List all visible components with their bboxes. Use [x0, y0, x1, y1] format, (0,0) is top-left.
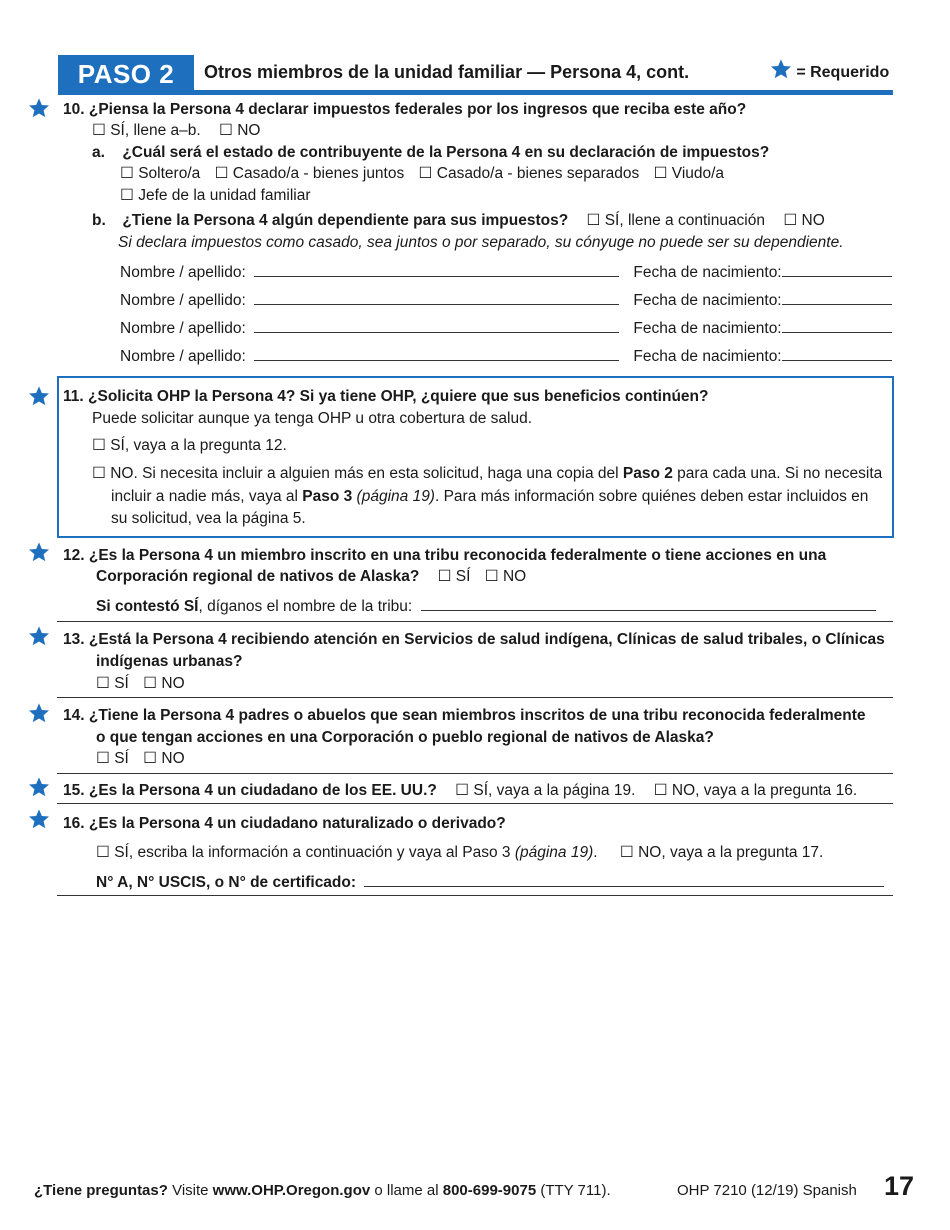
- q16-yes-checkbox[interactable]: [96, 844, 598, 861]
- q14-no-checkbox[interactable]: ☐ NO: [143, 750, 185, 767]
- question-number: 10.: [63, 101, 85, 118]
- name-label: Nombre / apellido:: [120, 292, 246, 309]
- name-field[interactable]: [254, 346, 619, 361]
- q10-yes-checkbox[interactable]: ☐ SÍ, llene a–b.: [92, 122, 201, 139]
- q12-followup: [96, 596, 876, 618]
- question-13-line2: indígenas urbanas?: [96, 653, 243, 670]
- q11-no-text: ☐ NO. Si necesita incluir a alguien más en esta solicitud, haga una copia del: [92, 465, 623, 482]
- dependent-row: [120, 318, 892, 340]
- q10b-no-checkbox[interactable]: ☐ NO: [783, 212, 825, 229]
- q13-yes-checkbox[interactable]: ☐ SÍ: [96, 675, 129, 692]
- dob-field[interactable]: [782, 318, 892, 333]
- dob-label: Fecha de nacimiento:: [633, 348, 782, 365]
- footer-text: Visite: [167, 1182, 213, 1199]
- divider: [57, 803, 893, 804]
- q11-subtext: Puede solicitar aunque ya tenga OHP u otra cobertura de salud.: [92, 410, 533, 427]
- footer-text: o llame al: [370, 1182, 443, 1199]
- divider: [57, 621, 893, 622]
- question-text: Corporación regional de nativos de Alaska?: [96, 568, 420, 585]
- q10-options: [92, 120, 260, 142]
- question-11: [63, 386, 708, 408]
- required-star-icon: [28, 808, 50, 830]
- q10a-options-2: [120, 185, 311, 207]
- q16-options: [96, 842, 823, 864]
- required-legend: [770, 58, 889, 84]
- followup-text: , díganos el nombre de la tribu:: [198, 598, 413, 615]
- required-star-icon: [28, 702, 50, 724]
- question-14-line2: o que tengan acciones en una Corporación o pueblo regional de nativos de Alaska?: [96, 729, 714, 746]
- question-10: [63, 99, 746, 121]
- question-number: 13.: [63, 631, 85, 648]
- question-13: [63, 629, 885, 651]
- question-number: 11.: [63, 388, 84, 405]
- required-star-icon: [28, 776, 50, 798]
- tribe-name-field[interactable]: [421, 596, 876, 611]
- sub-question-text: ¿Cuál será el estado de contribuyente de la Persona 4 en su declaración de impuestos?: [122, 144, 770, 161]
- question-text: ¿Tiene la Persona 4 padres o abuelos que sean miembros inscritos de una tribu reconocida federalmente: [88, 707, 866, 724]
- question-text: ¿Es la Persona 4 un miembro inscrito en una tribu reconocida federalmente o tiene acciones en una: [88, 547, 827, 564]
- name-field[interactable]: [254, 262, 619, 277]
- certificate-label: N° A, N° USCIS, o N° de certificado:: [96, 874, 357, 891]
- q14-yes-checkbox[interactable]: ☐ SÍ: [96, 750, 129, 767]
- dob-field[interactable]: [782, 346, 892, 361]
- married-joint-checkbox[interactable]: ☐ Casado/a - bienes juntos: [214, 165, 405, 182]
- footer-text: (TTY 711).: [536, 1182, 611, 1199]
- divider: [57, 773, 893, 774]
- followup-bold: Si contestó SÍ: [96, 598, 199, 615]
- required-star-icon: [28, 541, 50, 563]
- q11-no-bold: Paso 3: [302, 488, 353, 505]
- page-number: 17: [884, 1171, 915, 1201]
- married-separate-checkbox[interactable]: ☐ Casado/a - bienes separados: [418, 165, 640, 182]
- single-checkbox[interactable]: ☐ Soltero/a: [120, 165, 201, 182]
- required-star-icon: [28, 385, 50, 407]
- question-12-line2: [96, 566, 526, 588]
- dob-field[interactable]: [782, 262, 892, 277]
- head-of-household-checkbox[interactable]: ☐ Jefe de la unidad familiar: [120, 187, 311, 204]
- name-field[interactable]: [254, 290, 619, 305]
- header-rule: [58, 90, 893, 95]
- dob-field[interactable]: [782, 290, 892, 305]
- question-number: 16.: [63, 815, 85, 832]
- question-text: ¿Es la Persona 4 un ciudadano de los EE. UU.?: [88, 782, 437, 799]
- q16-yes-text: ☐ SÍ, escriba la información a continuación y vaya al Paso 3: [96, 844, 515, 861]
- sub-letter: a.: [92, 144, 105, 161]
- dob-label: Fecha de nacimiento:: [633, 320, 782, 337]
- question-text: ¿Está la Persona 4 recibiendo atención en Servicios de salud indígena, Clínicas de salud tribales, o Clínicas: [88, 631, 885, 648]
- q13-options: [96, 673, 185, 695]
- required-star-icon: [28, 625, 50, 647]
- name-label: Nombre / apellido:: [120, 348, 246, 365]
- sub-question-text: ¿Tiene la Persona 4 algún dependiente para sus impuestos?: [122, 212, 569, 229]
- form-id: OHP 7210 (12/19) Spanish: [677, 1182, 857, 1199]
- dependent-row: [120, 262, 892, 284]
- q14-options: [96, 748, 185, 770]
- q16-yes-italic: (página 19): [514, 844, 594, 861]
- footer-url-link[interactable]: www.OHP.Oregon.gov: [212, 1182, 371, 1199]
- certificate-number-field[interactable]: [364, 872, 884, 887]
- q11-no-text: . Para más información sobre quiénes deben estar incluidos en: [434, 488, 869, 505]
- step-label: PASO 2: [77, 59, 175, 89]
- q11-no-bold: Paso 2: [622, 465, 673, 482]
- question-15: [63, 780, 857, 802]
- star-icon: [770, 58, 792, 80]
- question-14: [63, 705, 866, 727]
- question-text: ¿Es la Persona 4 un ciudadano naturalizado o derivado?: [88, 815, 506, 832]
- dependent-row: [120, 290, 892, 312]
- divider: [57, 895, 893, 896]
- question-number: 15.: [63, 782, 85, 799]
- question-text: ¿Piensa la Persona 4 declarar impuestos federales por los ingresos que reciba este año?: [88, 101, 747, 118]
- q10b-yes-checkbox[interactable]: ☐ SÍ, llene a continuación: [586, 212, 765, 229]
- q16-field-row: [96, 872, 884, 894]
- required-legend-label: = Requerido: [796, 64, 890, 81]
- question-number: 14.: [63, 707, 85, 724]
- divider: [57, 697, 893, 698]
- required-star-icon: [28, 97, 50, 119]
- dob-label: Fecha de nacimiento:: [633, 292, 782, 309]
- q16-yes-text: .: [593, 844, 598, 861]
- footer-phone-link[interactable]: 800-699-9075: [442, 1182, 537, 1199]
- page-title: Otros miembros de la unidad familiar — Persona 4, cont.: [204, 62, 690, 82]
- q12-no-checkbox[interactable]: ☐ NO: [484, 568, 527, 585]
- dependent-row: [120, 346, 892, 368]
- name-field[interactable]: [254, 318, 619, 333]
- question-16: [63, 813, 506, 835]
- q10-no-checkbox[interactable]: ☐ NO: [219, 122, 261, 139]
- question-12: [63, 545, 826, 567]
- q11-no-checkbox[interactable]: [92, 463, 882, 485]
- dob-label: Fecha de nacimiento:: [633, 264, 782, 281]
- question-text: ¿Solicita OHP la Persona 4? Si ya tiene OHP, ¿quiere que sus beneficios continúen?: [88, 388, 709, 405]
- question-10b: [92, 210, 825, 232]
- q13-no-checkbox[interactable]: ☐ NO: [143, 675, 185, 692]
- q10b-note: Si declara impuestos como casado, sea juntos o por separado, su cónyuge no puede ser su dependiente.: [118, 234, 844, 251]
- footer-question: ¿Tiene preguntas?: [34, 1182, 168, 1199]
- sub-letter: b.: [92, 212, 106, 229]
- question-number: 12.: [63, 547, 85, 564]
- footer-contact: [34, 1180, 611, 1201]
- q11-yes-checkbox[interactable]: ☐ SÍ, vaya a la pregunta 12.: [92, 437, 287, 454]
- q15-yes-checkbox[interactable]: ☐ SÍ, vaya a la página 19.: [455, 782, 636, 799]
- widowed-checkbox[interactable]: ☐ Viudo/a: [653, 165, 725, 182]
- q16-no-checkbox[interactable]: ☐ NO, vaya a la pregunta 17.: [619, 844, 824, 861]
- q10a-options: [120, 163, 724, 185]
- q11-no-line2: [111, 486, 868, 508]
- name-label: Nombre / apellido:: [120, 264, 246, 281]
- name-label: Nombre / apellido:: [120, 320, 246, 337]
- q11-no-line3: su solicitud, vea la página 5.: [111, 510, 306, 527]
- q11-no-text: para cada una. Si no necesita: [672, 465, 883, 482]
- step-badge: [58, 55, 194, 93]
- question-10a: [92, 142, 769, 164]
- q15-no-checkbox[interactable]: ☐ NO, vaya a la pregunta 16.: [653, 782, 858, 799]
- q12-yes-checkbox[interactable]: ☐ SÍ: [437, 568, 471, 585]
- q11-options-yes: [92, 435, 287, 457]
- q11-no-text: incluir a nadie más, vaya al: [111, 488, 303, 505]
- q11-no-italic: (página 19): [352, 488, 435, 505]
